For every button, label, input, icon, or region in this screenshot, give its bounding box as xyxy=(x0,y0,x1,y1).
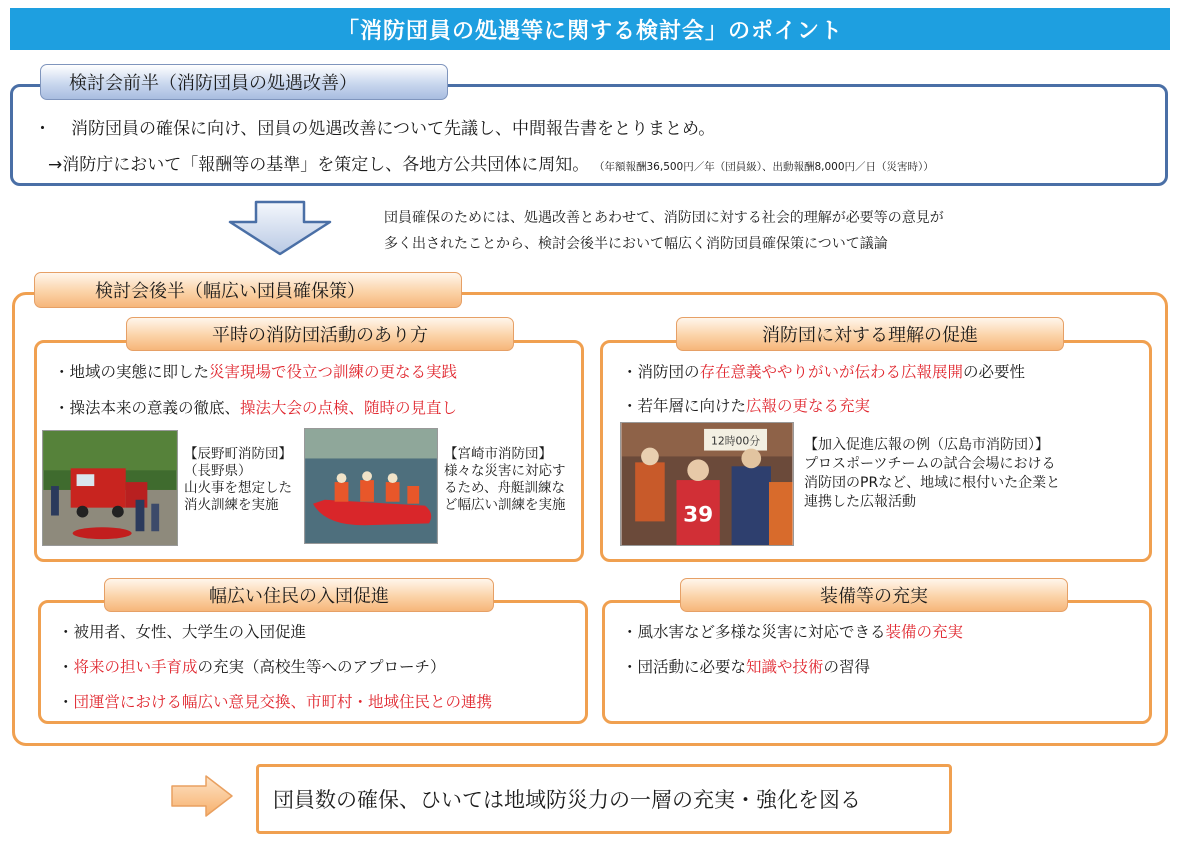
right-arrow-icon xyxy=(170,774,234,818)
remuneration-note: （年額報酬36,500円／年（団員級）、出動報酬8,000円／日（災害時）） xyxy=(599,161,934,173)
first-half-line1: ・ 消防団員の確保に向け、団員の処遇改善について先議し、中間報告書をとりまとめ。 xyxy=(34,119,716,139)
photo-forest-fire-drill xyxy=(42,430,178,546)
photo2-caption: 【宮崎市消防団】 様々な災害に対応す るため、舟艇訓練な ど幅広い訓練を実施 xyxy=(444,446,566,513)
panel-equipment-title: 装備等の充実 xyxy=(680,578,1068,612)
bullet-mark: ・ xyxy=(34,119,51,139)
residents-bullet-2: ・将来の担い手育成の充実（高校生等へのアプローチ） xyxy=(58,658,446,676)
photo-boat-drill xyxy=(304,428,438,544)
conclusion-box: 団員数の確保、ひいては地域防災力の一層の充実・強化を図る xyxy=(256,764,952,834)
panel-residents-title: 幅広い住民の入団促進 xyxy=(104,578,494,612)
peacetime-bullet-2: ・操法本来の意義の徹底、操法大会の点検、随時の見直し xyxy=(54,399,458,417)
down-arrow-icon xyxy=(226,200,334,256)
panel-peacetime-title: 平時の消防団活動のあり方 xyxy=(126,317,514,351)
peacetime-bullet-1: ・地域の実態に即した災害現場で役立つ訓練の更なる実践 xyxy=(54,363,458,381)
equipment-bullet-1: ・風水害など多様な災害に対応できる装備の充実 xyxy=(622,623,964,641)
panel-understanding-title: 消防団に対する理解の促進 xyxy=(676,317,1064,351)
page-title: 「消防団員の処遇等に関する検討会」のポイント xyxy=(10,8,1170,50)
equipment-bullet-2: ・団活動に必要な知識や技術の習得 xyxy=(622,658,871,676)
understanding-bullet-2: ・若年層に向けた広報の更なる充実 xyxy=(622,397,871,415)
second-half-label: 検討会後半（幅広い団員確保策） xyxy=(34,272,462,308)
photo-jersey-number: 39 xyxy=(683,502,714,528)
first-half-label: 検討会前半（消防団員の処遇改善） xyxy=(40,64,448,100)
photo-pr-event xyxy=(620,422,794,546)
photo-sign-text: 12時00分 xyxy=(710,434,761,448)
residents-bullet-3: ・団運営における幅広い意見交換、市町村・地域住民との連携 xyxy=(58,693,493,711)
understanding-bullet-1: ・消防団の存在意義ややりがいが伝わる広報展開の必要性 xyxy=(622,363,1026,381)
first-half-line2: →消防庁において「報酬等の基準」を策定し、各地方公共団体に周知。 （年額報酬36,500円／年（団員級）、出動報酬8,000円／日（災害時）） xyxy=(48,155,934,175)
photo1-caption: 【辰野町消防団】 （長野県） 山火事を想定した 消火訓練を実施 xyxy=(184,446,292,513)
transition-text: 団員確保のためには、処遇改善とあわせて、消防団に対する社会的理解が必要等の意見が 多く出されたことから、検討会後半において幅広く消防団員確保策について議論 xyxy=(384,210,944,252)
photo3-caption: 【加入促進広報の例（広島市消防団）】 プロスポーツチームの試合会場における 消防団のPRなど、地域に根付いた企業と 連携した広報活動 xyxy=(804,437,1061,510)
residents-bullet-1: ・被用者、女性、大学生の入団促進 xyxy=(58,623,307,641)
